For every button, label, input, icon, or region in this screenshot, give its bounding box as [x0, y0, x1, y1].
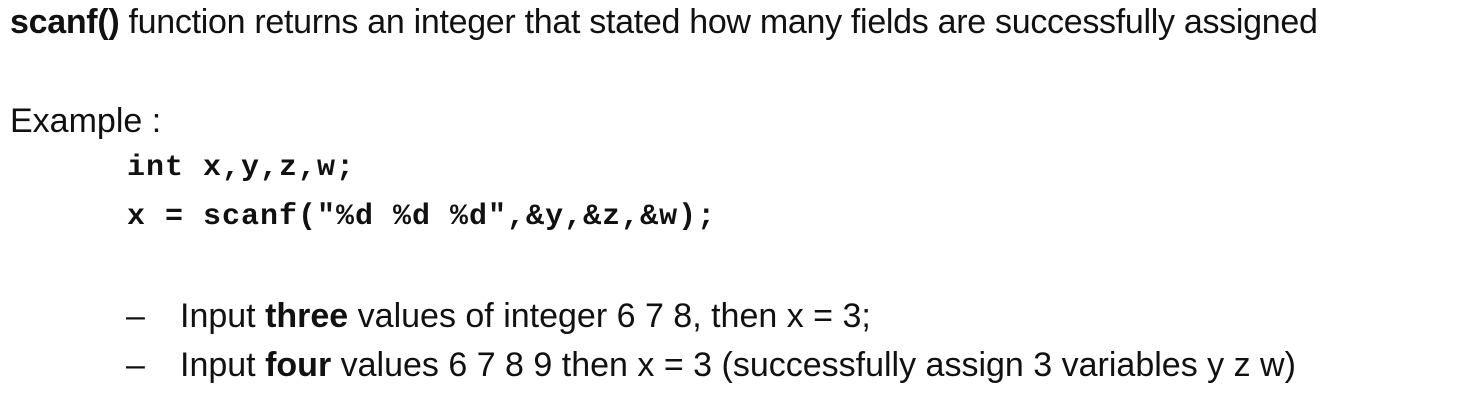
bullet-bold: four [265, 346, 332, 384]
example-label: Example : [10, 102, 162, 140]
bullet-four-values [126, 345, 1296, 385]
bullet-bold: three [265, 297, 349, 335]
bullet-post: values 6 7 8 9 then x = 3 (successfully assign 3 variables y z w) [331, 346, 1296, 384]
intro-text: function returns an integer that stated how many fields are successfully assigned [119, 3, 1318, 41]
code-line-scanf-call: x = scanf("%d %d %d",&y,&z,&w); [127, 200, 717, 234]
dash-bullet: – [126, 297, 145, 335]
intro-sentence [10, 2, 1318, 42]
dash-bullet: – [126, 346, 145, 384]
bullet-pre: Input [180, 346, 266, 384]
bullet-pre: Input [180, 297, 266, 335]
code-line-declaration: int x,y,z,w; [127, 151, 356, 185]
bullet-three-values [126, 296, 871, 336]
bullet-post: values of integer 6 7 8, then x = 3; [348, 297, 871, 335]
scanf-keyword: scanf() [10, 3, 120, 41]
